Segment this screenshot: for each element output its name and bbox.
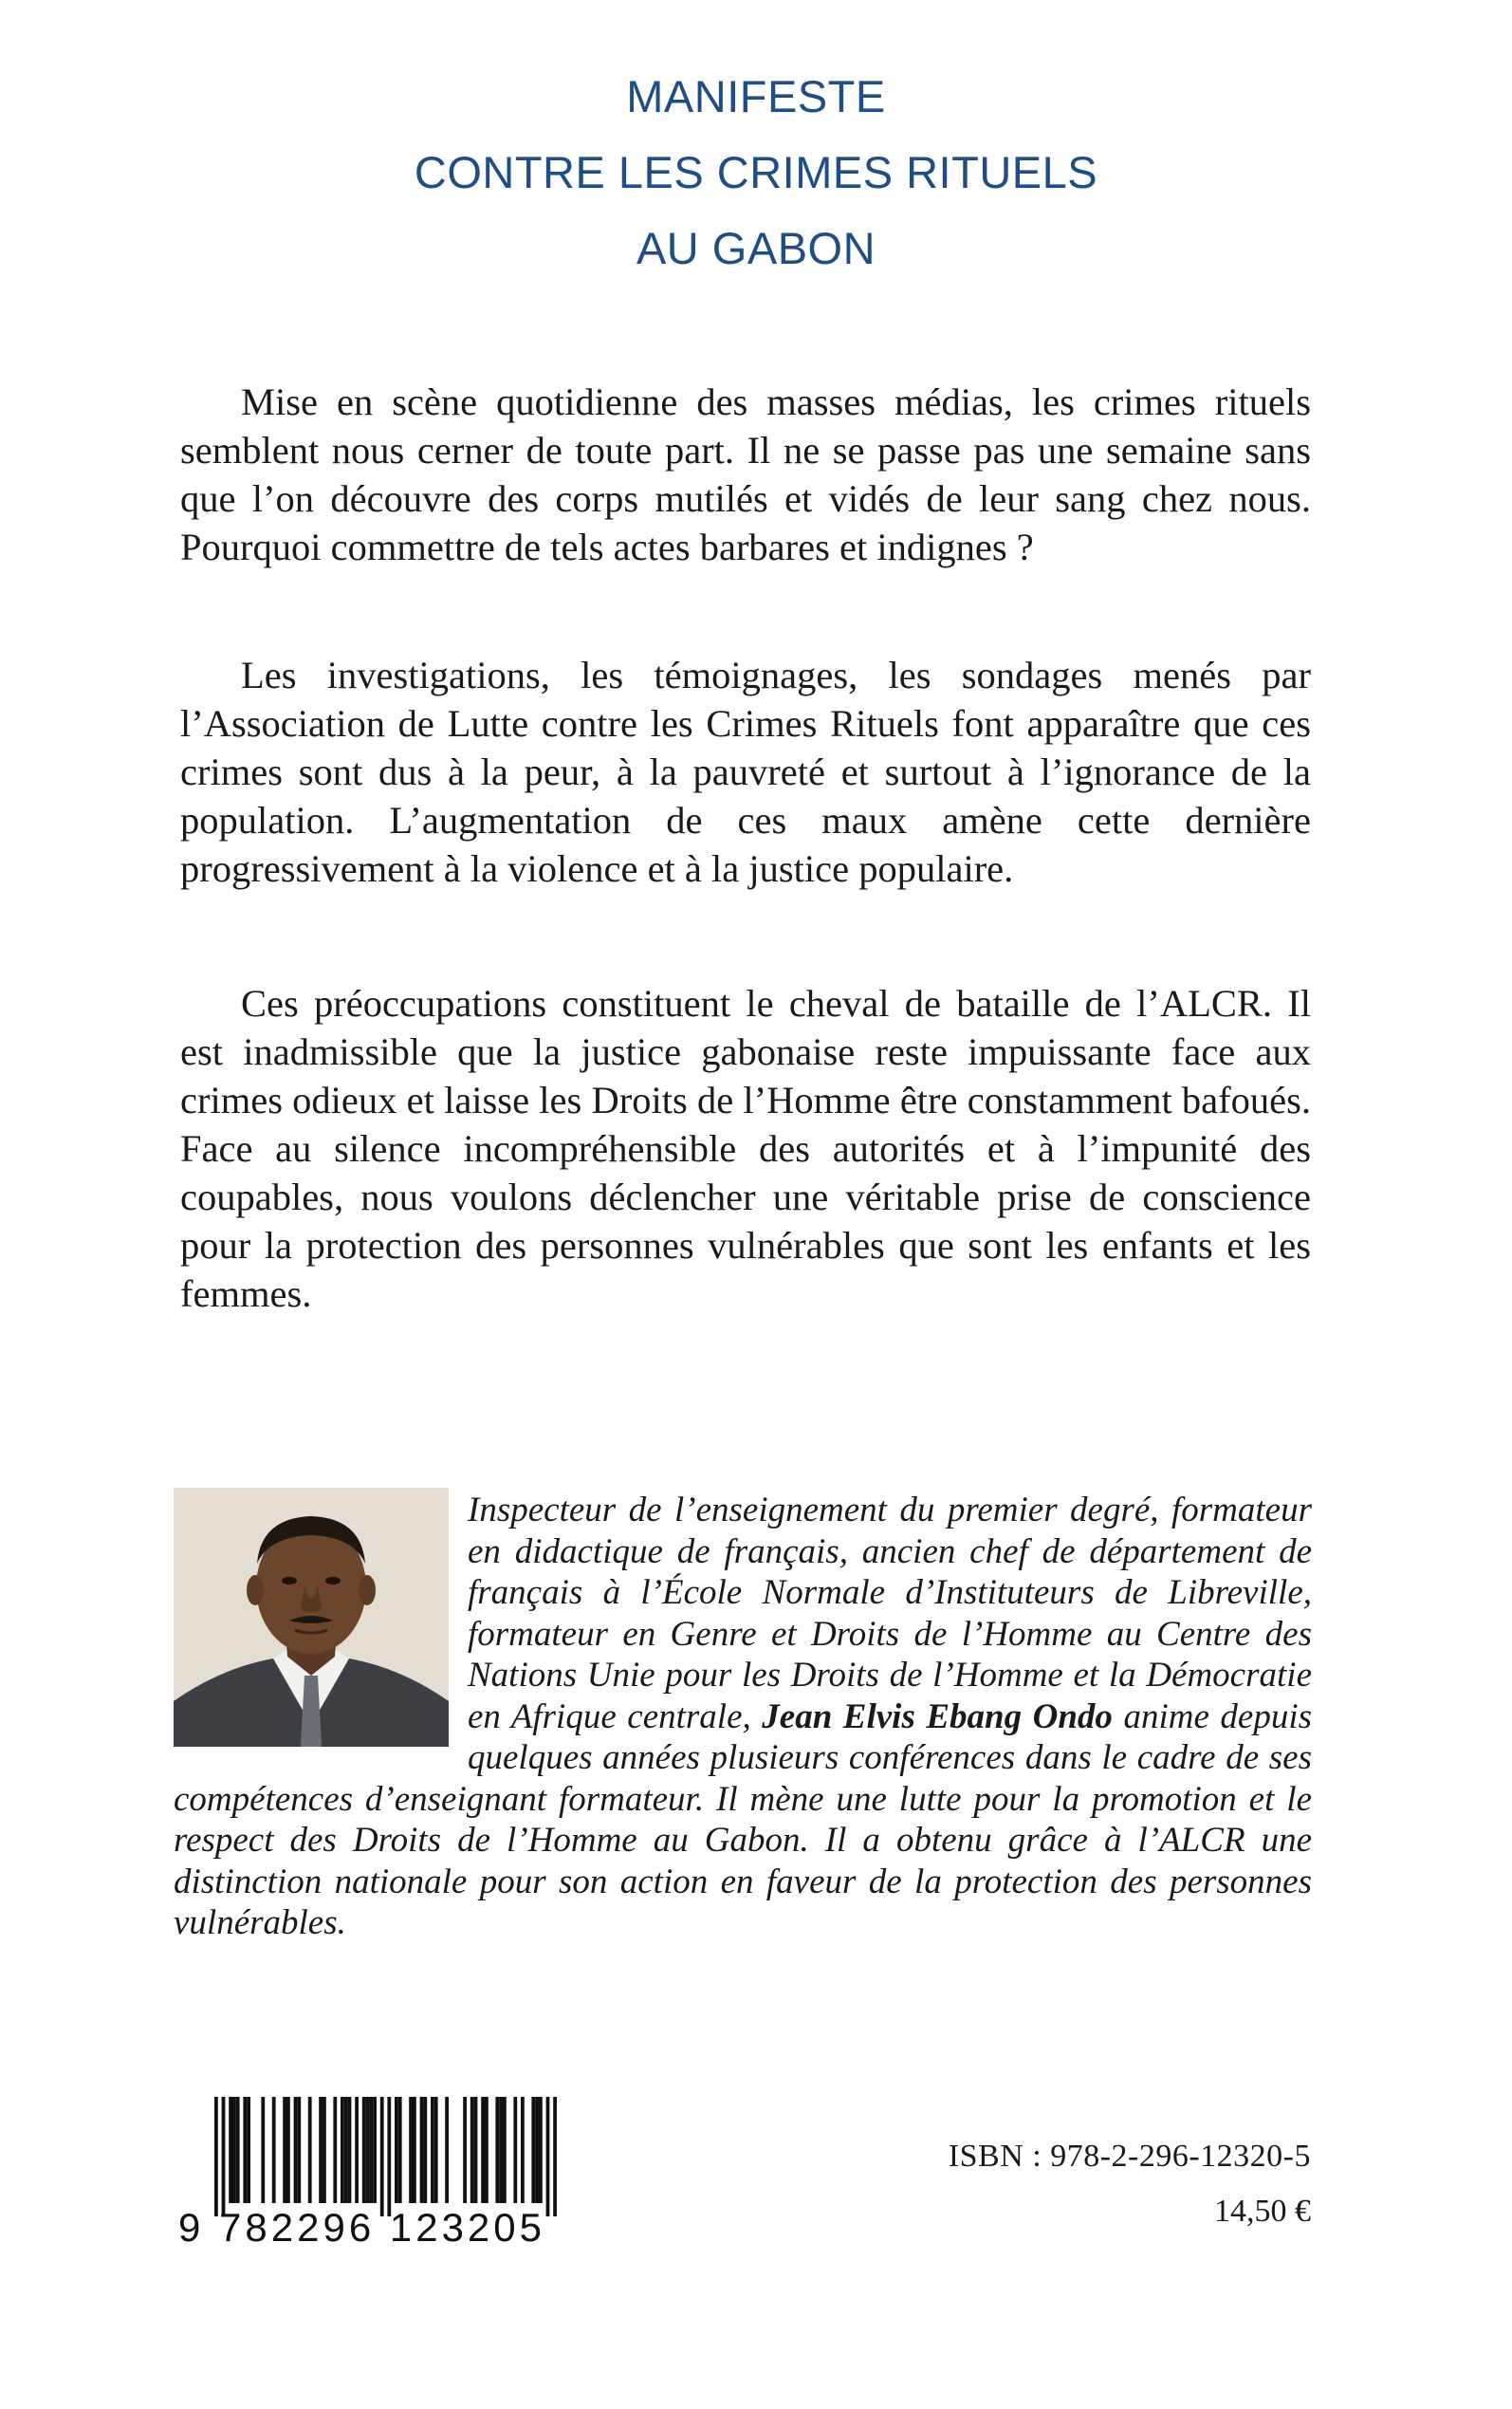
barcode-bar bbox=[236, 2097, 240, 2203]
barcode-bar bbox=[495, 2097, 499, 2203]
barcode-bar bbox=[362, 2097, 366, 2203]
bio-text-before-name: Inspecteur de l’enseignement du premier degré, formateur en didactique de français, ancien chef de département de français à l’École Normale d’Instituteurs de Libreville, formateur en Genre et Droits de l’Homme au Centre des Nations Unie pour les Droits de l’Homme et la Démocratie en Afrique centrale, bbox=[468, 1491, 1312, 1736]
barcode-bar bbox=[420, 2097, 424, 2203]
barcode-bar bbox=[445, 2097, 449, 2203]
barcode-bar bbox=[485, 2097, 489, 2203]
barcode-bar bbox=[319, 2097, 323, 2203]
barcode-bar bbox=[272, 2097, 276, 2203]
barcode-bar bbox=[323, 2097, 326, 2203]
author-photo bbox=[174, 1488, 449, 1747]
barcode-bar bbox=[553, 2097, 557, 2216]
barcode-bar bbox=[387, 2097, 391, 2216]
barcode-bar bbox=[434, 2097, 438, 2203]
barcode-bar bbox=[409, 2097, 413, 2203]
blurb-paragraph-1: Mise en scène quotidienne des masses médias, les crimes rituels semblent nous cerner de toute part. Il ne se passe pas une semaine sans que l’on découvre des corps mutilés et vidés de leur sang chez nous. Pourquoi commettre de tels actes barbares et indignes ? bbox=[180, 380, 1311, 568]
barcode-bar bbox=[531, 2097, 535, 2203]
barcode-bar bbox=[366, 2097, 370, 2203]
barcode-bar bbox=[474, 2097, 478, 2203]
barcode-bar bbox=[261, 2097, 265, 2203]
barcode-bar bbox=[344, 2097, 348, 2203]
barcode-bar bbox=[413, 2097, 416, 2203]
barcode-bars-icon bbox=[178, 2095, 588, 2218]
barcode-bar bbox=[513, 2097, 517, 2203]
barcode-bar bbox=[243, 2097, 247, 2203]
barcode-bar bbox=[539, 2097, 543, 2203]
book-title bbox=[0, 59, 1512, 287]
barcode-bar bbox=[431, 2097, 434, 2203]
barcode-bar bbox=[283, 2097, 286, 2203]
barcode-bar bbox=[521, 2097, 525, 2203]
barcode-bar bbox=[470, 2097, 474, 2203]
barcode-bar bbox=[423, 2097, 427, 2203]
barcode-bar bbox=[333, 2097, 337, 2203]
barcode-bar bbox=[373, 2097, 377, 2203]
barcode-bar bbox=[348, 2097, 352, 2203]
title-line-2: CONTRE LES CRIMES RITUELS bbox=[414, 147, 1098, 197]
isbn-label: ISBN : 978-2-296-12320-5 bbox=[948, 2139, 1311, 2174]
barcode-bar bbox=[503, 2097, 507, 2203]
barcode-digits: 9 782296 123205 bbox=[178, 2205, 545, 2250]
bio-text-after-name: anime depuis quelques années plusieurs conférences dans le cadre de ses compétences d’enseignant formateur. Il mène une lutte pour la promotion et le respect des Droits de l’Homme au Gabon. Il a obtenu grâce à l’ALCR une distinction nationale pour son action en faveur de la protection des personnes vulnérables. bbox=[174, 1696, 1312, 1942]
author-name: Jean Elvis Ebang Ondo bbox=[762, 1696, 1113, 1736]
barcode-bar bbox=[214, 2097, 218, 2216]
barcode-bar bbox=[395, 2097, 398, 2203]
barcode bbox=[178, 2095, 588, 2250]
barcode-bar bbox=[481, 2097, 485, 2203]
title-line-1: MANIFESTE bbox=[626, 71, 886, 121]
barcode-bar bbox=[546, 2097, 550, 2216]
barcode-bar bbox=[355, 2097, 359, 2203]
barcode-bar bbox=[499, 2097, 503, 2203]
barcode-bar bbox=[286, 2097, 290, 2203]
author-bio-section bbox=[174, 1488, 1312, 1944]
barcode-bar bbox=[308, 2097, 312, 2203]
barcode-frame bbox=[178, 2095, 588, 2218]
barcode-bar bbox=[535, 2097, 539, 2203]
barcode-bar bbox=[341, 2097, 344, 2203]
barcode-bar bbox=[380, 2097, 384, 2216]
title-line-3: AU GABON bbox=[636, 223, 876, 273]
price-label: 14,50 € bbox=[1214, 2194, 1311, 2229]
barcode-bar bbox=[463, 2097, 467, 2203]
barcode-bar bbox=[247, 2097, 250, 2203]
barcode-bar bbox=[222, 2097, 226, 2216]
barcode-bar bbox=[369, 2097, 373, 2203]
blurb-paragraph-3: Ces préoccupations constituent le cheval de bataille de l’ALCR. Il est inadmissible que la justice gabonaise reste impuissante face aux crimes odieux et laisse les Droits de l’Homme être constamment bafoués. Face au silence incompréhensible des autorités et à l’impunité des coupables, nous voulons déclencher une véritable prise de conscience pour la protection des personnes vulnérables que sont les enfants et les femmes. bbox=[180, 982, 1311, 1315]
barcode-bar bbox=[297, 2097, 301, 2203]
barcode-bar bbox=[398, 2097, 402, 2203]
barcode-bar bbox=[229, 2097, 232, 2203]
author-portrait-image bbox=[174, 1488, 449, 1747]
blurb-paragraph-2: Les investigations, les témoignages, les sondages menés par l’Association de Lutte contre les Crimes Rituels font apparaître que ces crimes sont dus à la peur, à la pauvreté et surtout à l’ignorance de la population. L’augmentation de ces maux amène cette dernière progressivement à la violence et à la justice populaire. bbox=[180, 654, 1311, 890]
barcode-bar bbox=[294, 2097, 298, 2203]
barcode-bar bbox=[232, 2097, 236, 2203]
